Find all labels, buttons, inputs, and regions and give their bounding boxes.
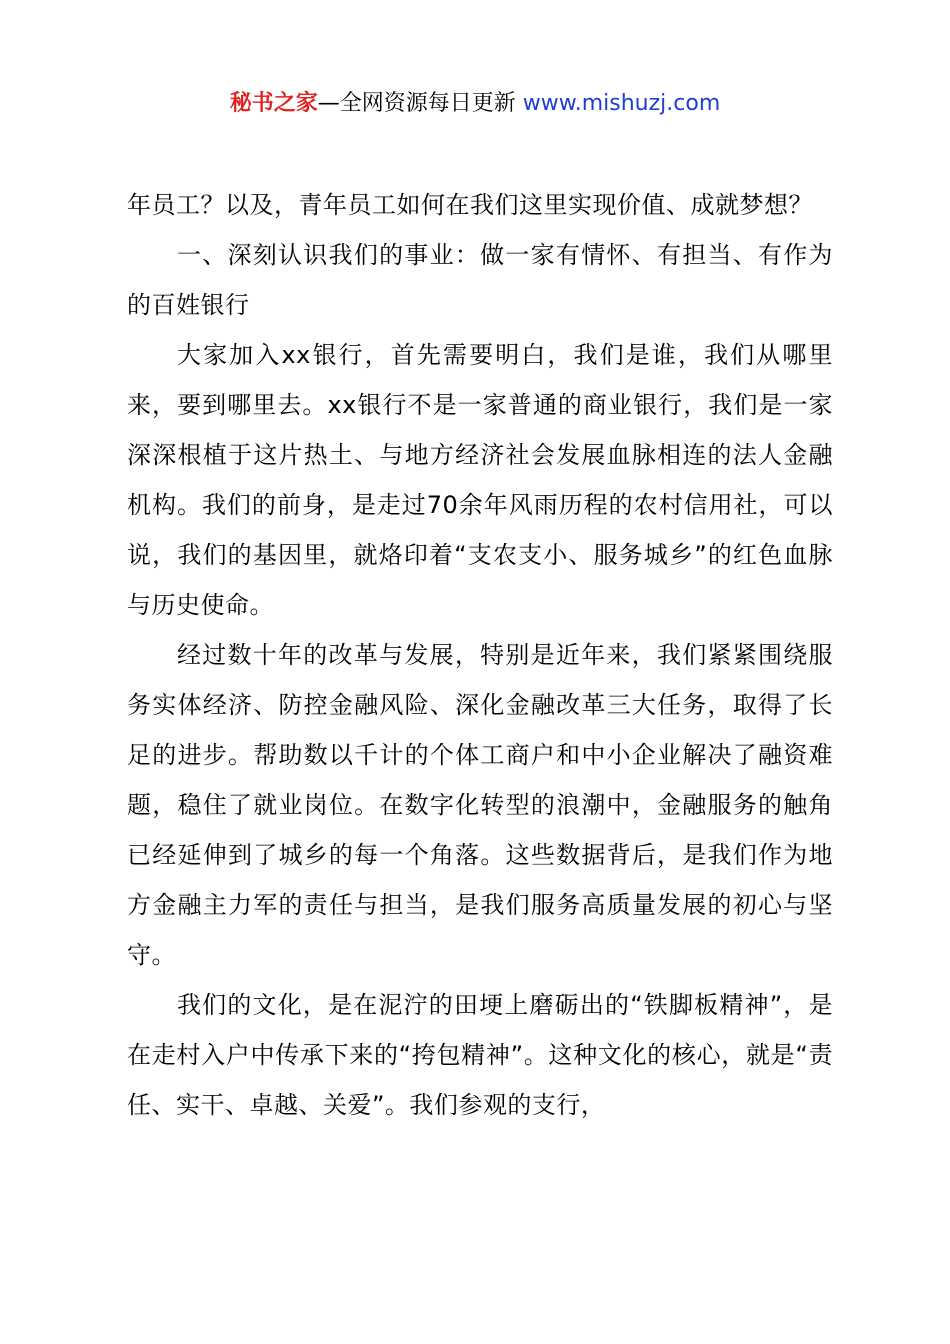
site-header [0, 88, 950, 120]
section-heading: 一、深刻认识我们的事业：做一家有情怀、有担当、有作为的百姓银行 [127, 241, 833, 319]
paragraph: 大家加入xx银行，首先需要明白，我们是谁，我们从哪里来，要到哪里去。xx银行不是一家普通的商业银行，我们是一家深深根植于这片热土、与地方经济社会发展血脉相连的法人金融机构。我们的前身，是走过70余年风雨历程的农村信用社，可以说，我们的基因里，就烙印着“支农支小、服务城乡”的红色血脉与历史使命。 [127, 341, 833, 619]
site-url-link[interactable]: www.mishuzj.com [522, 91, 721, 116]
paragraph: 我们的文化，是在泥泞的田埂上磨砺出的“铁脚板精神”，是在走村入户中传承下来的“挎包精神”。这种文化的核心，就是“责任、实干、卓越、关爱”。我们参观的支行， [127, 991, 833, 1119]
site-tagline: —全网资源每日更新 [317, 91, 523, 116]
paragraph: 经过数十年的改革与发展，特别是近年来，我们紧紧围绕服务实体经济、防控金融风险、深化金融改革三大任务，取得了长足的进步。帮助数以千计的个体工商户和中小企业解决了融资难题，稳住了就业岗位。在数字化转型的浪潮中，金融服务的触角已经延伸到了城乡的每一个角落。这些数据背后，是我们作为地方金融主力军的责任与担当，是我们服务高质量发展的初心与坚守。 [127, 641, 833, 969]
site-brand: 秘书之家 [229, 91, 318, 116]
paragraph-continuation: 年员工？以及，青年员工如何在我们这里实现价值、成就梦想？ [127, 191, 813, 219]
document-body [127, 180, 833, 1130]
